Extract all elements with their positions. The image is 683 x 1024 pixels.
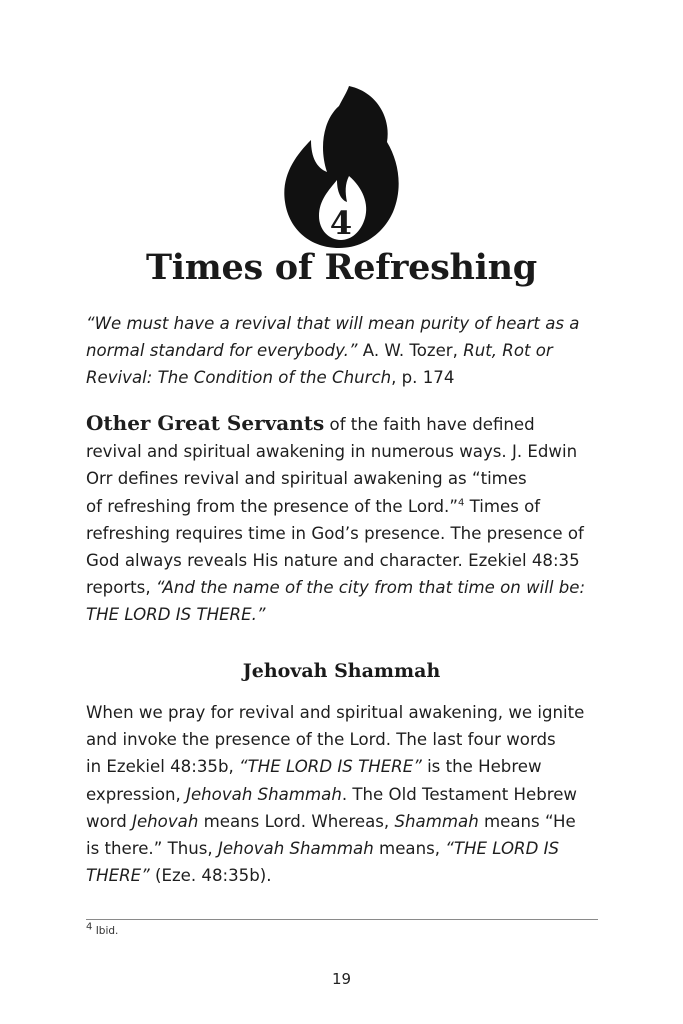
paragraph-line: When we pray for revival and spiritual awakening, we ignite — [86, 703, 585, 722]
line-text: means Lord. Whereas, — [198, 811, 395, 831]
paragraph-line — [86, 574, 600, 601]
scripture-quote: THERE” — [86, 866, 150, 886]
footnote — [86, 921, 119, 938]
paragraph-line: and invoke the presence of the Lord. The last four words — [86, 730, 556, 750]
hebrew-term: Jehovah — [132, 811, 199, 831]
paragraph-line — [86, 808, 600, 835]
hebrew-term: Jehovah Shammah — [186, 784, 342, 804]
line-text: is there.” Thus, — [86, 839, 218, 859]
line-text: word — [86, 811, 133, 831]
line-text: is the Hebrew — [421, 757, 542, 777]
line-text: expression, — [86, 784, 187, 804]
line-text: means “He — [478, 811, 576, 831]
scripture-quote: THE LORD IS THERE.” — [86, 605, 266, 625]
epigraph-quote — [86, 310, 600, 392]
paragraph-line — [86, 753, 600, 780]
epigraph-line — [86, 337, 600, 364]
paragraph-line — [86, 835, 600, 862]
body-paragraph — [86, 410, 600, 629]
hebrew-term: Jehovah Shammah — [217, 839, 374, 859]
footnote-text: Ibid. — [92, 925, 119, 937]
line-text: . The Old Testament Hebrew — [341, 784, 577, 804]
paragraph-line — [86, 862, 600, 889]
paragraph-line — [86, 493, 600, 520]
line-text: (Eze. 48:35b). — [149, 866, 272, 886]
run-in-heading: Other Great Servants — [86, 411, 325, 435]
hebrew-term: Shammah — [394, 811, 479, 831]
footnote-reference[interactable]: 4 — [457, 497, 465, 509]
paragraph-line — [86, 781, 600, 808]
line-text: reports, — [86, 578, 156, 598]
scripture-quote: “THE LORD IS THERE” — [239, 757, 422, 777]
paragraph-line: Orr defines revival and spiritual awakening as “times — [86, 469, 527, 489]
epigraph-source: Rut, Rot or — [463, 341, 553, 361]
chapter-title: Times of Refreshing — [146, 247, 537, 288]
scripture-quote: “THE LORD IS — [445, 839, 560, 859]
epigraph-attribution: A. W. Tozer, — [357, 341, 464, 361]
line-text: in Ezekiel 48:35b, — [86, 757, 240, 777]
line-text: Times of — [464, 496, 541, 516]
epigraph-line — [86, 364, 600, 391]
scripture-quote: “And the name of the city from that time on will be: — [155, 578, 586, 598]
paragraph-line: refreshing requires time in God’s presence. The presence of — [86, 523, 584, 543]
paragraph-line: God always reveals His nature and character. Ezekiel 48:35 — [86, 551, 580, 571]
footnote-divider — [86, 919, 598, 920]
epigraph-text: normal standard for everybody.” — [86, 341, 358, 361]
paragraph-line — [86, 410, 600, 438]
section-heading: Jehovah Shammah — [242, 660, 441, 682]
epigraph-page-ref: , p. 174 — [391, 368, 455, 388]
body-paragraph — [86, 699, 600, 889]
footnote-marker: 4 — [86, 921, 93, 933]
page-number: 19 — [331, 970, 352, 988]
epigraph-source: Revival: The Condition of the Church — [86, 368, 392, 388]
epigraph-line: “We must have a revival that will mean purity of heart as a — [86, 314, 580, 333]
line-text: of refreshing from the presence of the Lord.” — [86, 496, 458, 516]
paragraph-line: revival and spiritual awakening in numerous ways. J. Edwin — [86, 442, 578, 462]
line-text: of the faith have defined — [324, 415, 535, 434]
line-text: means, — [373, 839, 446, 859]
chapter-number: 4 — [329, 204, 353, 242]
